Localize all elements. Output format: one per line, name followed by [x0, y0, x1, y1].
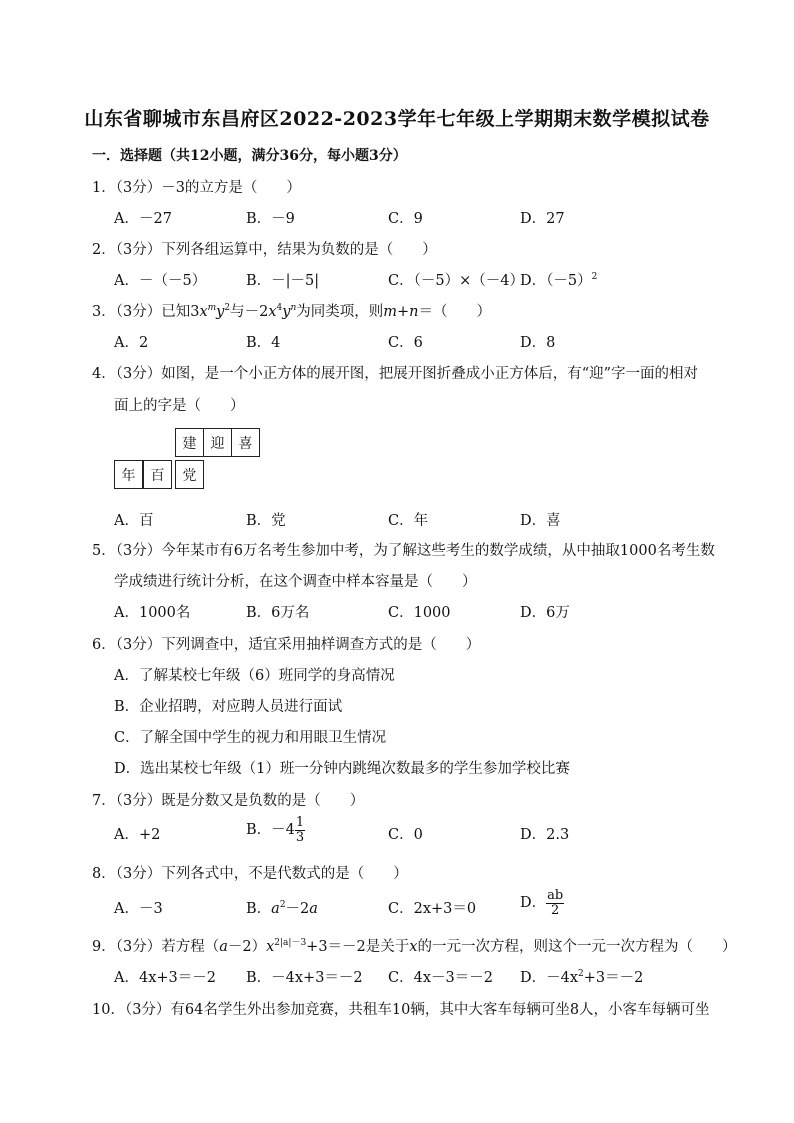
question-4-stem-line2: 面上的字是（ ） [114, 398, 245, 414]
question-2-option-c: C．（－5）×（－4） [388, 273, 524, 289]
question-6-stem: 6．（3分）下列调查中，适宜采用抽样调查方式的是（ ） [92, 637, 481, 653]
question-3-option-d: D．8 [520, 335, 556, 351]
question-10-stem: 10．（3分）有64名学生外出参加竞赛，共租车10辆，其中大客车每辆可坐8人，小客车每辆可坐 [92, 1002, 710, 1018]
stem-text: 与－2 [230, 304, 269, 320]
option-text: D．－4x [520, 970, 579, 986]
question-1-option-c: C．9 [388, 211, 423, 227]
question-1-option-d: D．27 [520, 211, 565, 227]
exponent: 2|a|－3 [274, 938, 307, 949]
question-7-option-d: D．2.3 [520, 827, 570, 843]
fraction [295, 816, 305, 844]
net-cell: 建 [175, 428, 204, 457]
var: a [271, 901, 280, 917]
question-1-stem: 1．（3分）－3的立方是（ ） [92, 180, 301, 196]
question-9-option-b: B．－4x+3＝－2 [246, 970, 363, 986]
exponent: 2 [279, 900, 286, 911]
question-4-option-a: A．百 [114, 513, 154, 529]
net-cell: 喜 [231, 428, 260, 457]
question-7-option-a: A．+2 [114, 827, 161, 843]
question-7-option-b [246, 816, 305, 844]
question-4-stem-line1: 4．（3分）如图，是一个小正方体的展开图，把展开图折叠成小正方体后，有“迎”字一面的相对 [92, 366, 699, 382]
denominator: 3 [295, 829, 305, 845]
denominator: 2 [551, 902, 560, 918]
var: m [207, 303, 217, 314]
question-8-option-a: A．－3 [114, 901, 163, 917]
var: y [282, 304, 291, 320]
question-1-option-b: B．－9 [246, 211, 295, 227]
question-8-stem: 8．（3分）下列各式中，不是代数式的是（ ） [92, 866, 408, 882]
question-9-option-d [520, 966, 643, 987]
option-text: －2 [285, 901, 310, 917]
question-3-option-b: B．4 [246, 335, 281, 351]
question-8-option-b [246, 897, 318, 918]
var: m+n [383, 304, 419, 320]
question-4-option-b: B．党 [246, 513, 286, 529]
var: a [309, 901, 318, 917]
question-4-option-c: C．年 [388, 513, 429, 529]
question-9-stem [92, 935, 736, 956]
question-1-option-a: A．－27 [114, 211, 172, 227]
question-9-option-a: A．4x+3＝－2 [114, 970, 216, 986]
section-heading: 一．选择题（共12小题，满分36分，每小题3分） [92, 148, 407, 164]
var: x [268, 304, 277, 320]
question-3-stem [92, 300, 491, 321]
question-6-option-b: B．企业招聘，对应聘人员进行面试 [114, 699, 343, 715]
question-5-stem-line2: 学成绩进行统计分析，在这个调查中样本容量是（ ） [114, 574, 477, 590]
question-5-option-b: B．6万名 [246, 605, 310, 621]
option-text: D．（－5） [520, 273, 592, 289]
question-5-option-d: D．6万 [520, 605, 570, 621]
option-text: +3＝－2 [583, 970, 644, 986]
question-8-option-d [520, 889, 564, 917]
net-cell: 年 [114, 460, 143, 489]
numerator: ab [547, 888, 564, 903]
question-2-option-b: B．－|－5| [246, 273, 320, 289]
stem-text: +3＝－2是关于 [306, 939, 410, 955]
exponent: 2 [224, 303, 231, 314]
net-cell: 迎 [203, 428, 232, 457]
question-2-option-a: A．－（－5） [114, 273, 207, 289]
stem-text: ＝（ ） [418, 304, 492, 320]
question-2-stem: 2．（3分）下列各组运算中，结果为负数的是（ ） [92, 242, 437, 258]
var: x [199, 304, 208, 320]
question-6-option-d: D．选出某校七年级（1）班一分钟内跳绳次数最多的学生参加学校比赛 [114, 761, 570, 777]
var: x [266, 939, 275, 955]
question-3-option-c: C．6 [388, 335, 423, 351]
stem-text: 3．（3分）已知3 [92, 304, 200, 320]
question-8-option-c: C．2x+3＝0 [388, 901, 477, 917]
question-2-option-d [520, 269, 597, 290]
var: a [219, 939, 228, 955]
question-9-option-c: C．4x－3＝－2 [388, 970, 493, 986]
stem-text: －2） [227, 939, 267, 955]
stem-text: 的一元一次方程，则这个一元一次方程为（ ） [417, 939, 737, 955]
numerator: 1 [295, 815, 305, 830]
question-4-option-d: D．喜 [520, 513, 561, 529]
question-5-option-a: A．1000名 [114, 605, 191, 621]
net-cell: 党 [175, 460, 204, 489]
question-5-stem-line1: 5．（3分）今年某市有6万名考生参加中考，为了解这些考生的数学成绩，从中抽取1000名考生数 [92, 543, 715, 559]
var: y [216, 304, 225, 320]
question-6-option-a: A．了解某校七年级（6）班同学的身高情况 [114, 668, 395, 684]
question-3-option-a: A．2 [114, 335, 149, 351]
var: n [290, 303, 297, 314]
option-text: B．－4 [246, 822, 295, 839]
stem-text: 为同类项，则 [296, 304, 384, 320]
question-6-option-c: C．了解全国中学生的视力和用眼卫生情况 [114, 730, 387, 746]
option-text: D． [520, 895, 547, 912]
option-text: B． [246, 901, 272, 917]
question-7-option-c: C．0 [388, 827, 423, 843]
question-7-stem: 7．（3分）既是分数又是负数的是（ ） [92, 793, 365, 809]
exponent: 2 [578, 969, 584, 980]
cube-net-figure [114, 428, 266, 490]
fraction [546, 889, 564, 917]
exponent: 4 [276, 303, 283, 314]
net-cell: 百 [143, 460, 172, 489]
exponent: 2 [591, 272, 598, 283]
question-5-option-c: C．1000 [388, 605, 451, 621]
var: x [409, 939, 418, 955]
page-title: 山东省聊城市东昌府区2022-2023学年七年级上学期期末数学模拟试卷 [84, 108, 710, 130]
stem-text: 9．（3分）若方程（ [92, 939, 220, 955]
